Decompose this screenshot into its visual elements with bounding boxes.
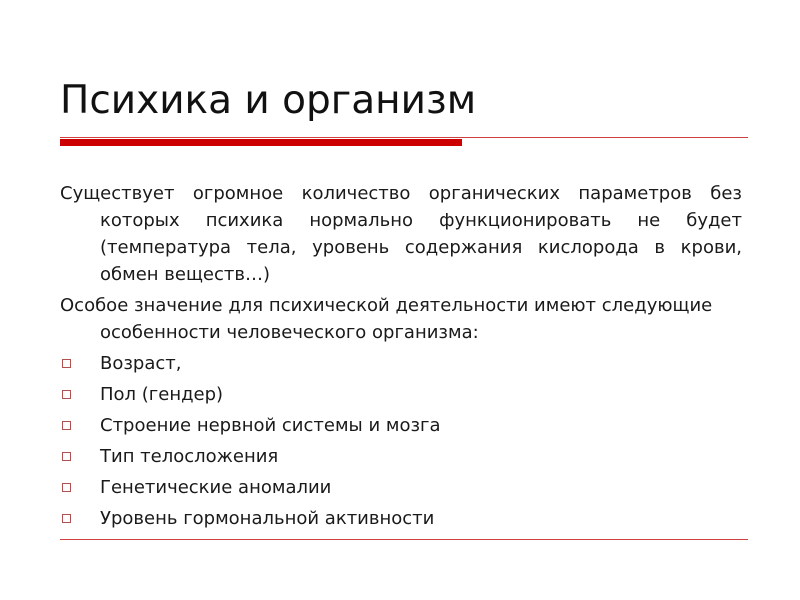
list-item [60,505,742,532]
title-divider-thin [60,137,748,138]
square-bullet-icon [62,514,71,523]
square-bullet-icon [62,452,71,461]
list-item-label: Генетические аномалии [100,477,332,498]
list-item-label: Пол (гендер) [100,384,224,405]
slide-title: Психика и организм [60,78,477,123]
list-item-label: Строение нервной системы и мозга [100,415,441,436]
list-item [60,412,742,439]
list-item [60,443,742,470]
list-item-label: Уровень гормональной активности [100,508,435,529]
square-bullet-icon [62,483,71,492]
list-item-label: Возраст, [100,353,182,374]
title-divider-accent [60,139,462,146]
square-bullet-icon [62,359,71,368]
square-bullet-icon [62,390,71,399]
paragraph-special-meaning: Особое значение для психической деятельности имеют следующие особенности человеческого организма: [60,295,713,343]
list-item [60,350,742,377]
list-item-label: Тип телосложения [100,446,279,467]
list-item [60,381,742,408]
slide-content [60,180,742,536]
list-item [60,474,742,501]
square-bullet-icon [62,421,71,430]
paragraph-organic-parameters: Существует огромное количество органических параметров без которых психика нормально функционировать не будет (температура тела, уровень содержания кислорода в крови, обмен веществ…) [60,183,742,285]
bottom-divider [60,539,748,540]
